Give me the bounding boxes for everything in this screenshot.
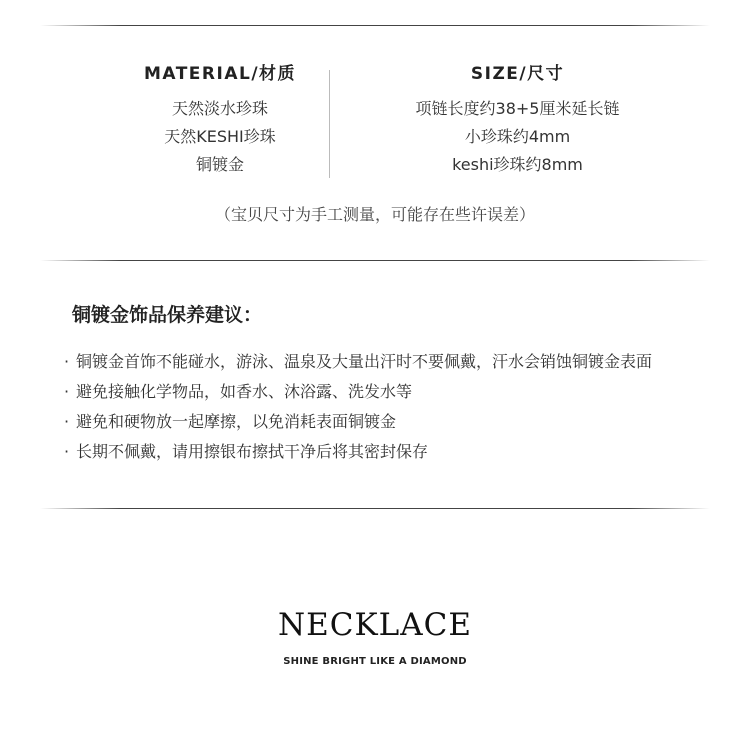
- care-list: [64, 347, 744, 467]
- bottom-divider: [40, 508, 710, 509]
- size-item: 项链长度约38+5厘米延长链: [415, 99, 620, 118]
- measurement-note: （宝贝尺寸为手工测量，可能存在些许误差）: [214, 205, 535, 224]
- care-item: [64, 347, 744, 377]
- bullet-icon: ·: [64, 442, 70, 461]
- bullet-icon: ·: [64, 412, 70, 431]
- size-item: 小珍珠约4mm: [464, 127, 571, 146]
- middle-divider: [40, 260, 710, 261]
- care-item: [64, 407, 744, 437]
- size-heading: SIZE/尺寸: [470, 64, 565, 84]
- care-item-text: 铜镀金首饰不能碰水，游泳、温泉及大量出汗时不要佩戴，汗水会销蚀铜镀金表面: [76, 352, 653, 371]
- material-heading: MATERIAL/材质: [143, 64, 297, 84]
- size-column: [330, 62, 705, 179]
- care-item: [64, 377, 744, 407]
- care-item-text: 避免接触化学物品，如香水、沐浴露、洗发水等: [76, 382, 413, 401]
- bullet-icon: ·: [64, 382, 70, 401]
- care-item: [64, 437, 744, 467]
- brand-tagline: SHINE BRIGHT LIKE A DIAMOND: [283, 656, 467, 667]
- brand-title: NECKLACE: [278, 607, 472, 643]
- size-item: keshi珍珠约8mm: [452, 155, 583, 174]
- care-item-text: 避免和硬物放一起摩擦，以免消耗表面铜镀金: [76, 412, 397, 431]
- care-item-text: 长期不佩戴，请用擦银布擦拭干净后将其密封保存: [76, 442, 429, 461]
- material-item: 天然KESHI珍珠: [164, 127, 276, 146]
- material-column: [110, 62, 330, 179]
- bullet-icon: ·: [64, 352, 70, 371]
- top-divider: [40, 25, 710, 26]
- material-item: 铜镀金: [195, 155, 244, 174]
- material-item: 天然淡水珍珠: [171, 99, 268, 118]
- care-title: 铜镀金饰品保养建议：: [72, 304, 263, 326]
